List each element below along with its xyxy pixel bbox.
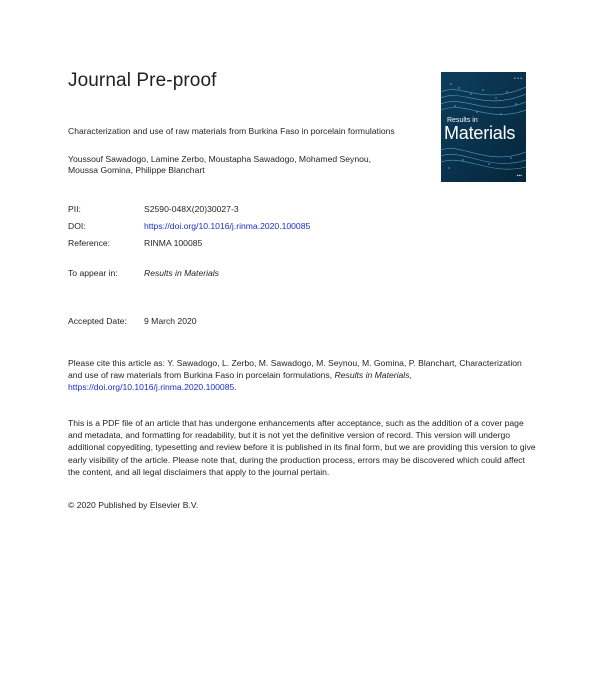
page-title: Journal Pre-proof — [68, 70, 217, 91]
citation-separator: , — [409, 370, 412, 380]
author-list — [68, 154, 438, 176]
citation-doi-link[interactable]: https://doi.org/10.1016/j.rinma.2020.100085 — [68, 382, 235, 392]
citation-block — [68, 357, 538, 393]
citation-journal: Results in Materials — [334, 370, 410, 380]
pii-label: PII: — [68, 204, 81, 214]
reference-label: Reference: — [68, 238, 111, 248]
appear-in-value: Results in Materials — [144, 268, 219, 278]
accepted-date-label: Accepted Date: — [68, 316, 127, 326]
cover-small-text: Results in — [447, 117, 478, 124]
cover-top-decoration: • • • — [513, 76, 522, 82]
copyright-line: © 2020 Published by Elsevier B.V. — [68, 500, 199, 510]
preproof-notice: This is a PDF file of an article that has undergone enhancements after acceptance, such as the addition of a cover page and metadata, and formatting for readability, but it is not yet the definitive version of record. This version will undergo additional copyediting, typesetting and review before it is published in its final form, but we are providing this version to give early visibility of the article. Please note that, during the production process, errors may be discovered which could affect the content, and all legal disclaimers that apply to the journal pertain. — [68, 418, 536, 477]
cover-publisher-mark: ▪▪▪ — [516, 173, 522, 179]
appear-in-label: To appear in: — [68, 268, 118, 278]
authors-line-1: Youssouf Sawadogo, Lamine Zerbo, Moustapha Sawadogo, Mohamed Seynou, — [68, 154, 372, 164]
journal-cover-thumbnail — [441, 72, 526, 182]
authors-line-2: Moussa Gomina, Philippe Blanchart — [68, 165, 205, 175]
doi-label: DOI: — [68, 221, 86, 231]
article-title: Characterization and use of raw materials from Burkina Faso in porcelain formulations — [68, 126, 395, 136]
citation-prefix: Please cite this article as: Y. Sawadogo, L. Zerbo, M. Sawadogo, M. Seynou, M. Gomina, P. Blanchart, Characterization and use of raw materials from Burkina Faso in porcelain formulations, — [68, 358, 522, 380]
doi-link[interactable]: https://doi.org/10.1016/j.rinma.2020.100085 — [144, 221, 311, 231]
pii-value: S2590-048X(20)30027-3 — [144, 204, 239, 214]
cover-journal-name: Materials — [444, 123, 516, 143]
accepted-date-value: 9 March 2020 — [144, 316, 197, 326]
reference-value: RINMA 100085 — [144, 238, 203, 248]
citation-suffix: . — [234, 382, 237, 392]
